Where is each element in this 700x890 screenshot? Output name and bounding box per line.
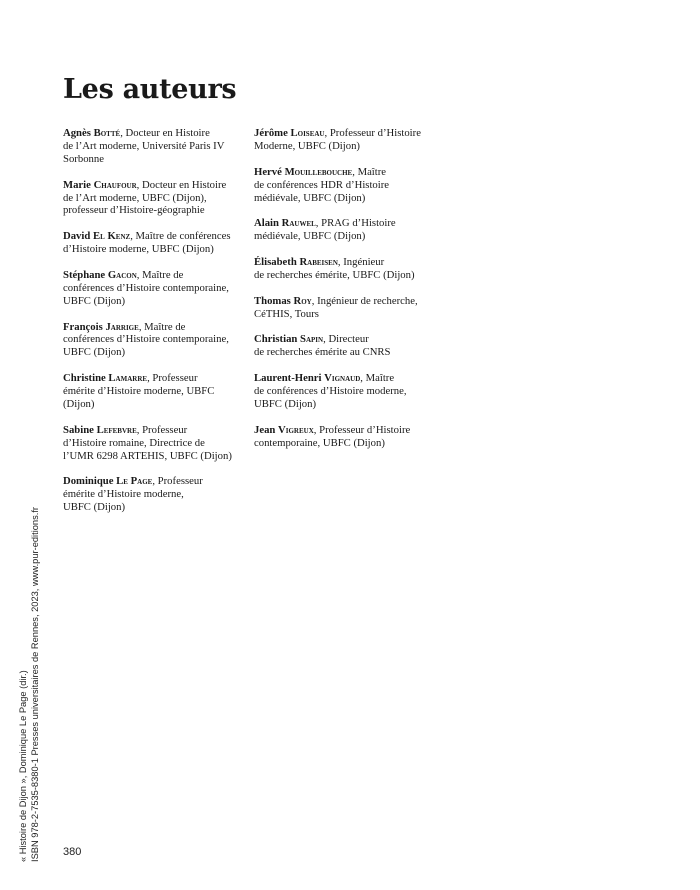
author-affiliation: émérite d’Histoire moderne, UBFC [63, 385, 215, 398]
author-entry [63, 179, 263, 218]
author-entry [63, 321, 263, 360]
author-first-name: Thomas [254, 294, 291, 307]
author-line [254, 424, 454, 437]
author-affiliation: professeur d’Histoire-géographie [63, 204, 205, 217]
page-title: Les auteurs [63, 74, 237, 105]
author-first-name: François [63, 320, 103, 333]
author-last-name: Le Page [116, 475, 153, 488]
author-entry [254, 295, 454, 321]
author-first-name: Stéphane [63, 268, 106, 281]
author-affiliation: , Professeur [136, 423, 188, 436]
author-last-name: Chaufour [93, 178, 137, 191]
author-line [254, 166, 454, 179]
author-line [63, 475, 263, 488]
author-affiliation: , Maître de conférences [130, 230, 231, 243]
author-affiliation: contemporaine, UBFC (Dijon) [254, 436, 385, 449]
author-entry [63, 127, 263, 166]
author-first-name: Alain [254, 217, 279, 230]
author-affiliation: , PRAG d’Histoire [315, 217, 396, 230]
author-line [254, 127, 454, 140]
author-first-name: Jean [254, 423, 276, 436]
author-affiliation: d’Histoire moderne, UBFC (Dijon) [63, 243, 214, 256]
author-first-name: Laurent-Henri [254, 372, 322, 385]
side-note-line-2: ISBN 978-2-7535-8380-1 Presses universitaires de Rennes, 2023, www.pur-editions.fr [29, 506, 40, 862]
author-affiliation: , Docteur en Histoire [120, 127, 210, 139]
author-entry [254, 217, 454, 243]
author-affiliation: , Professeur [147, 372, 198, 385]
author-affiliation: (Dijon) [63, 397, 95, 410]
author-line [254, 295, 454, 308]
author-affiliation: , Maître de [136, 268, 184, 281]
author-affiliation: , Maître [352, 165, 387, 178]
author-affiliation: , Professeur d’Histoire [313, 423, 411, 436]
author-last-name: Sapin [300, 333, 324, 346]
author-last-name: Gacon [107, 268, 137, 281]
author-entry [254, 256, 454, 282]
author-affiliation: de conférences HDR d’Histoire [254, 178, 390, 191]
author-first-name: Agnès [63, 127, 91, 139]
author-affiliation: Moderne, UBFC (Dijon) [254, 139, 360, 152]
author-affiliation: , Maître [360, 372, 395, 385]
author-affiliation: , Professeur [152, 475, 203, 488]
author-affiliation: , Directeur [323, 333, 369, 346]
author-line [63, 127, 263, 140]
author-affiliation: conférences d’Histoire contemporaine, [63, 281, 229, 294]
author-last-name: Botté [93, 127, 121, 139]
author-affiliation: médiévale, UBFC (Dijon) [254, 191, 366, 204]
author-last-name: Jarrige [105, 320, 139, 333]
author-first-name: Hervé [254, 165, 282, 178]
author-affiliation: , Ingénieur [337, 256, 385, 269]
author-last-name: Mouillebouche [284, 165, 353, 178]
author-last-name: Rabeisen [299, 256, 338, 269]
page-number: 380 [63, 846, 82, 858]
author-first-name: Marie [63, 178, 91, 191]
author-line [63, 269, 263, 282]
author-affiliation: UBFC (Dijon) [63, 346, 126, 359]
author-affiliation: UBFC (Dijon) [63, 294, 126, 307]
author-affiliation: de conférences d’Histoire moderne, [254, 385, 407, 398]
author-entry [254, 166, 454, 205]
author-first-name: David [63, 230, 91, 243]
author-line [254, 256, 454, 269]
author-affiliation: de recherches émérite au CNRS [254, 346, 391, 359]
author-affiliation: , Ingénieur de recherche, [311, 294, 418, 307]
author-affiliation: UBFC (Dijon) [254, 397, 317, 410]
author-affiliation: de l’Art moderne, Université Paris IV [63, 139, 225, 152]
author-entry [254, 424, 454, 450]
author-last-name: Rauwel [281, 217, 316, 230]
author-last-name: Vigreux [278, 423, 314, 436]
author-affiliation: émérite d’Histoire moderne, [63, 488, 184, 501]
author-affiliation: UBFC (Dijon) [63, 501, 126, 514]
author-entry [254, 333, 454, 359]
author-affiliation: , Maître de [138, 320, 186, 333]
side-note-line-1: « Histoire de Dijon », Dominique Le Page (dir.) [18, 670, 28, 862]
author-last-name: Vignaud [324, 372, 361, 385]
author-entry [63, 269, 263, 308]
author-first-name: Jérôme [254, 127, 288, 139]
author-line [254, 372, 454, 385]
author-affiliation: d’Histoire romaine, Directrice de [63, 436, 205, 449]
author-affiliation: conférences d’Histoire contemporaine, [63, 333, 229, 346]
author-affiliation: , Professeur d’Histoire [324, 127, 421, 139]
author-line [254, 333, 454, 346]
author-first-name: Christian [254, 333, 298, 346]
author-line [254, 217, 454, 230]
author-first-name: Sabine [63, 423, 94, 436]
author-first-name: Dominique [63, 475, 114, 488]
author-first-name: Élisabeth [254, 256, 297, 269]
author-last-name: Lamarre [108, 372, 148, 385]
author-entry [63, 372, 263, 411]
author-last-name: Loiseau [290, 127, 325, 139]
author-entry [254, 372, 454, 411]
author-last-name: Lefebvre [96, 423, 137, 436]
author-affiliation: CéTHIS, Tours [254, 307, 319, 320]
author-affiliation: Sorbonne [63, 152, 104, 165]
author-entry [63, 230, 263, 256]
author-line [63, 321, 263, 334]
authors-column-left [63, 127, 263, 527]
author-affiliation: , Docteur en Histoire [136, 178, 227, 191]
author-last-name: El Kenz [93, 230, 131, 243]
author-last-name: Roy [293, 294, 312, 307]
author-line [63, 372, 263, 385]
author-line [63, 424, 263, 437]
author-first-name: Christine [63, 372, 106, 385]
authors-column-right [254, 127, 454, 462]
author-line [63, 179, 263, 192]
author-affiliation: de recherches émérite, UBFC (Dijon) [254, 268, 415, 281]
author-affiliation: l’UMR 6298 ARTEHIS, UBFC (Dijon) [63, 449, 232, 462]
author-line [63, 230, 263, 243]
author-affiliation: de l’Art moderne, UBFC (Dijon), [63, 191, 207, 204]
author-entry [254, 127, 454, 153]
author-entry [63, 475, 263, 514]
author-affiliation: médiévale, UBFC (Dijon) [254, 230, 366, 243]
author-entry [63, 424, 263, 463]
